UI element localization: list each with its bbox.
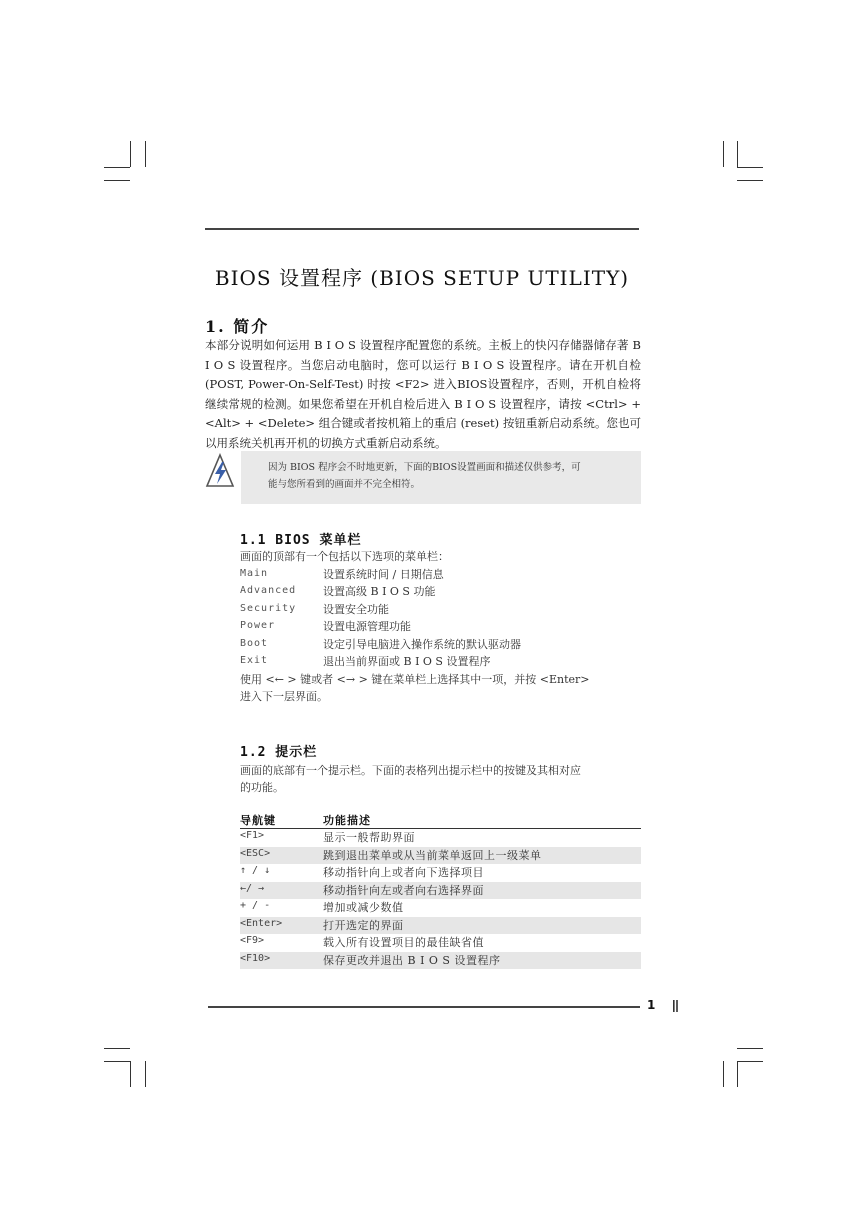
table-key: <F1>: [240, 830, 265, 841]
page-bars-decoration: [673, 1000, 678, 1012]
menu-desc: 设置安全功能: [323, 603, 389, 616]
crop-mark: [104, 180, 130, 181]
usage-line: 进入下一层界面。: [240, 690, 328, 703]
crop-mark: [130, 1061, 131, 1087]
crop-mark: [723, 1061, 724, 1087]
table-row: [240, 899, 641, 916]
menu-key: Advanced: [240, 585, 297, 596]
menu-key: Power: [240, 620, 276, 631]
crop-mark: [145, 141, 146, 167]
menu-key: Exit: [240, 655, 269, 666]
table-desc: 保存更改并退出 B I O S 设置程序: [323, 954, 501, 967]
menu-desc: 设定引导电脑进入操作系统的默认驱动器: [323, 638, 521, 651]
crop-mark: [737, 1061, 738, 1087]
crop-mark: [145, 1061, 146, 1087]
crop-mark: [104, 167, 130, 168]
table-row: [240, 864, 641, 881]
table-key: ↑ / ↓: [240, 865, 271, 876]
table-desc: 显示一般帮助界面: [323, 831, 415, 844]
hint-intro: 画面的底部有一个提示栏。下面的表格列出提示栏中的按键及其相对应: [240, 764, 581, 777]
table-row: [240, 952, 641, 969]
crop-mark: [130, 141, 131, 167]
crop-mark: [104, 1048, 130, 1049]
note-line: 因为 BIOS 程序会不时地更新，下面的BIOS设置画面和描述仅供参考，可: [268, 462, 581, 473]
hint-intro: 的功能。: [240, 781, 284, 794]
crop-mark: [737, 167, 763, 168]
table-row: [240, 917, 641, 934]
warning-lightning-icon: [205, 453, 235, 489]
menu-desc: 设置系统时间 / 日期信息: [323, 568, 444, 581]
table-desc: 载入所有设置项目的最佳缺省值: [323, 936, 484, 949]
table-desc: 移动指针向上或者向下选择项目: [323, 866, 484, 879]
note-text: [268, 459, 628, 493]
table-key: <F10>: [240, 953, 271, 964]
table-row: [240, 829, 641, 846]
menu-desc: 设置高级 B I O S 功能: [323, 585, 436, 598]
table-desc: 跳到退出菜单或从当前菜单返回上一级菜单: [323, 849, 542, 862]
usage-line: 使用 <← > 键或者 <→ > 键在菜单栏上选择其中一项，并按 <Enter>: [240, 673, 590, 686]
table-desc: 打开选定的界面: [323, 919, 404, 932]
table-desc: 增加或减少数值: [323, 901, 404, 914]
table-row: [240, 847, 641, 864]
table-key: <F9>: [240, 935, 265, 946]
crop-mark: [723, 141, 724, 167]
table-header-desc: 功能描述: [323, 814, 371, 827]
menu-desc: 退出当前界面或 B I O S 设置程序: [323, 655, 491, 668]
top-rule: [205, 228, 639, 230]
table-header-key: 导航键: [240, 814, 276, 827]
crop-mark: [104, 1061, 130, 1062]
intro-paragraph: 本部分说明如何运用 B I O S 设置程序配置您的系统。主板上的快闪存储器储存著 B I O S 设置程序。当您启动电脑时，您可以运行 B I O S 设置程序。请在开机自检 (POST, Power-On-Self-Test) 时按 <F2> 进入BIOS设置程序，否则，开机自检将继续常规的检测。如果您希望在开机自检后进入 B I O S 设置程序，请按 <Ctrl> + <Alt> + <Delete> 组合键或者按机箱上的重启 (reset) 按钮重新启动系统。您也可以用系统关机再开机的切换方式重新启动系统。: [205, 338, 641, 450]
menu-key: Main: [240, 568, 269, 579]
table-row: [240, 934, 641, 951]
section-heading: 1.1 BIOS 菜单栏: [240, 533, 362, 548]
page-title: BIOS 设置程序 (BIOS SETUP UTILITY): [214, 266, 630, 290]
table-key: <ESC>: [240, 848, 271, 859]
menu-intro: 画面的顶部有一个包括以下选项的菜单栏：: [240, 550, 449, 563]
section-heading: 1.2 提示栏: [240, 745, 318, 760]
menu-desc: 设置电源管理功能: [323, 620, 411, 633]
table-key: + / -: [240, 900, 271, 911]
section-heading: 1. 简介: [205, 317, 270, 336]
table-desc: 移动指针向左或者向右选择界面: [323, 884, 484, 897]
menu-key: Boot: [240, 638, 269, 649]
crop-mark: [737, 141, 738, 167]
crop-mark: [737, 180, 763, 181]
crop-mark: [737, 1048, 763, 1049]
menu-key: Security: [240, 603, 297, 614]
crop-mark: [737, 1061, 763, 1062]
table-key: <Enter>: [240, 918, 283, 929]
bottom-rule: [208, 1006, 640, 1008]
table-row: [240, 882, 641, 899]
table-key: ←/ →: [240, 883, 265, 894]
note-line: 能与您所看到的画面并不完全相符。: [268, 479, 421, 490]
page-number: 1: [647, 998, 656, 1012]
